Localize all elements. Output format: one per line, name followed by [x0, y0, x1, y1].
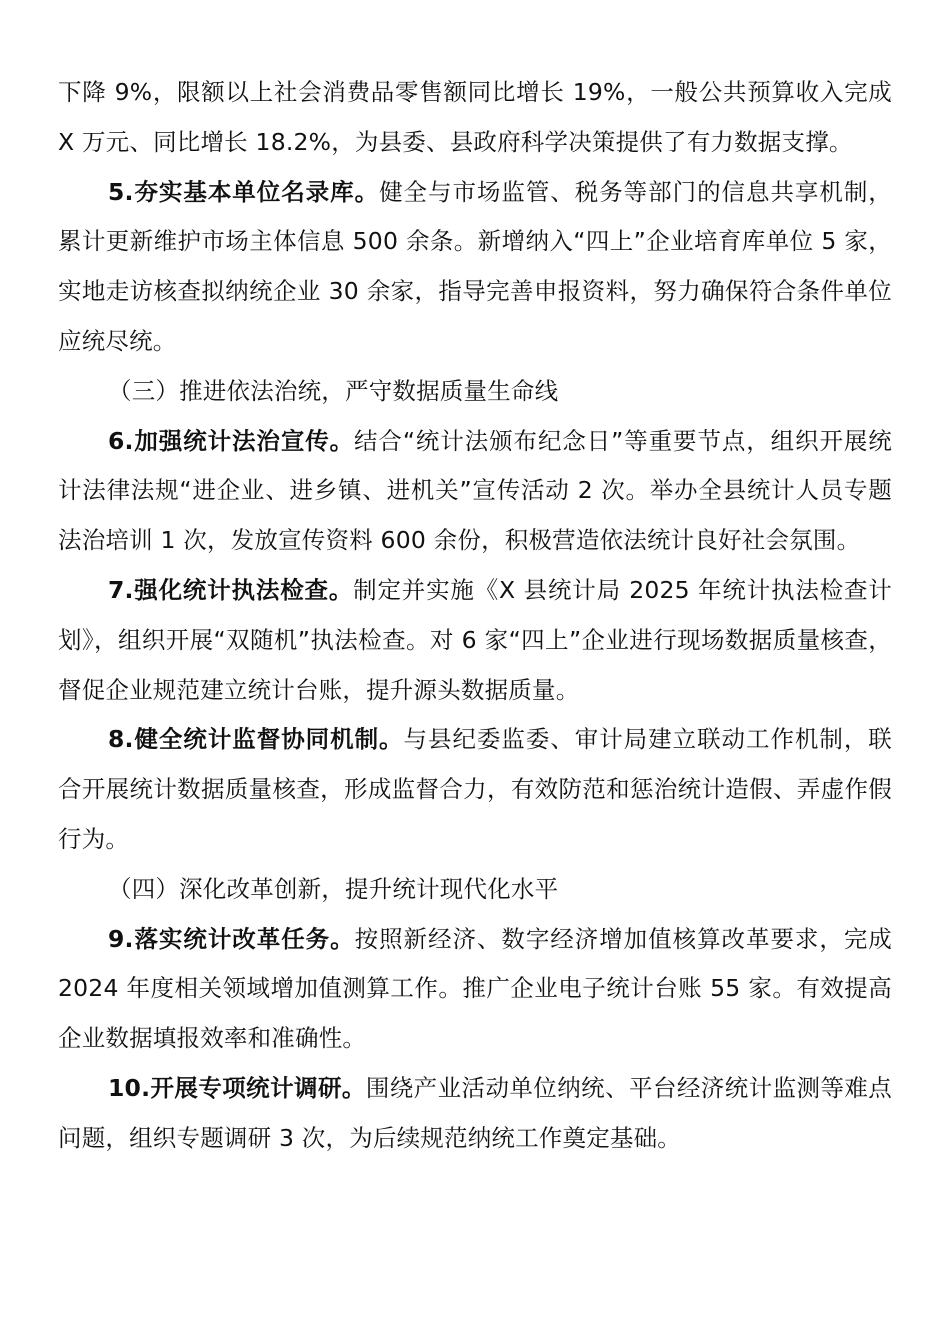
- paragraph-item-6: [58, 417, 892, 566]
- section-heading-3: （三）推进依法治统，严守数据质量生命线: [108, 376, 559, 405]
- paragraph-text: 围绕产业活动单位纳统、平台经济统计监测等难点问题，组织专题调研 3 次，为后续规范纳统工作奠定基础。: [58, 1073, 892, 1152]
- item-lead-heading: 9.落实统计改革任务。: [108, 924, 355, 953]
- paragraph-item-7: [58, 566, 892, 715]
- section-heading-4: （四）深化改革创新，提升统计现代化水平: [108, 874, 559, 903]
- paragraph-continuation: [58, 68, 892, 168]
- paragraph-text: 按照新经济、数字经济增加值核算改革要求，完成 2024 年度相关领域增加值测算工作。推广企业电子统计台账 55 家。有效提高企业数据填报效率和准确性。: [58, 924, 893, 1053]
- paragraph-item-9: [58, 915, 892, 1064]
- paragraph-text: 结合“统计法颁布纪念日”等重要节点，组织开展统计法律法规“进企业、进乡镇、进机关”宣传活动 2 次。举办全县统计人员专题法治培训 1 次，发放宣传资料 600 余份，积极营造依法统计良好社会氛围。: [58, 426, 892, 555]
- item-lead-heading: 8.健全统计监督协同机制。: [108, 725, 404, 754]
- item-lead-heading: 6.加强统计法治宣传。: [108, 426, 355, 455]
- item-lead-heading: 5.夯实基本单位名录库。: [108, 177, 380, 206]
- paragraph-text: 与县纪委监委、审计局建立联动工作机制，联合开展统计数据质量核查，形成监督合力，有效防范和惩治统计造假、弄虚作假行为。: [58, 725, 893, 853]
- paragraph-text: 制定并实施《X 县统计局 2025 年统计执法检查计划》，组织开展“双随机”执法检查。对 6 家“四上”企业进行现场数据质量核查，督促企业规范建立统计台账，提升源头数据质量。: [58, 575, 893, 704]
- paragraph-item-5: [58, 168, 892, 367]
- paragraph-text: 健全与市场监管、税务等部门的信息共享机制，累计更新维护市场主体信息 500 余条。新增纳入“四上”企业培育库单位 5 家，实地走访核查拟纳统企业 30 余家，指导完善申报资料，努力确保符合条件单位应统尽统。: [58, 177, 892, 355]
- paragraph-text: 下降 9%，限额以上社会消费品零售额同比增长 19%，一般公共预算收入完成 X 万元、同比增长 18.2%，为县委、县政府科学决策提供了有力数据支撑。: [58, 78, 892, 156]
- item-lead-heading: 7.强化统计执法检查。: [108, 575, 354, 604]
- paragraph-item-8: [58, 715, 892, 864]
- paragraph-item-10: [58, 1064, 892, 1164]
- document-page: [58, 68, 892, 1164]
- item-lead-heading: 10.开展专项统计调研。: [108, 1073, 366, 1102]
